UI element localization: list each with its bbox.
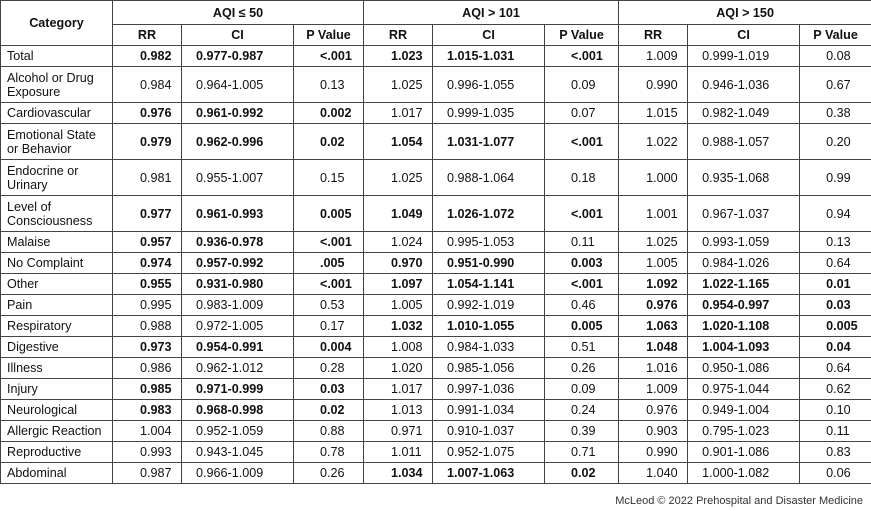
ci-cell: 0.975-1.044 (688, 379, 800, 400)
rr-cell: 1.009 (619, 46, 688, 67)
p-value-cell: <.001 (545, 196, 619, 232)
rr-cell: 0.985 (113, 379, 182, 400)
table-row (1, 160, 871, 196)
table-row (1, 232, 871, 253)
rr-cell: 0.995 (113, 295, 182, 316)
category-cell: Level of Consciousness (1, 196, 113, 232)
p-value-cell: 0.08 (800, 46, 871, 67)
p-value-cell: 0.13 (294, 67, 364, 103)
rr-cell: 1.049 (364, 196, 433, 232)
p-value-cell: 0.10 (800, 400, 871, 421)
ci-cell: 0.993-1.059 (688, 232, 800, 253)
rr-header: RR (364, 25, 433, 46)
p-value-cell: 0.004 (294, 337, 364, 358)
p-value-cell: <.001 (545, 124, 619, 160)
ci-cell: 0.795-1.023 (688, 421, 800, 442)
rr-cell: 0.957 (113, 232, 182, 253)
category-cell: Other (1, 274, 113, 295)
p-value-cell: 0.005 (545, 316, 619, 337)
p-value-cell: 0.78 (294, 442, 364, 463)
rr-cell: 1.020 (364, 358, 433, 379)
rr-cell: 1.022 (619, 124, 688, 160)
ci-cell: 0.972-1.005 (182, 316, 294, 337)
p-value-cell: 0.18 (545, 160, 619, 196)
ci-cell: 0.946-1.036 (688, 67, 800, 103)
rr-cell: 1.024 (364, 232, 433, 253)
category-cell: Abdominal (1, 463, 113, 484)
p-value-cell: 0.15 (294, 160, 364, 196)
rr-cell: 0.988 (113, 316, 182, 337)
table-row (1, 337, 871, 358)
ci-cell: 0.991-1.034 (433, 400, 545, 421)
rr-cell: 0.977 (113, 196, 182, 232)
p-value-cell: .005 (294, 253, 364, 274)
ci-cell: 1.004-1.093 (688, 337, 800, 358)
p-value-cell: 0.09 (545, 379, 619, 400)
p-value-cell: 0.67 (800, 67, 871, 103)
rr-cell: 0.979 (113, 124, 182, 160)
table-body (1, 46, 871, 484)
rr-header: RR (619, 25, 688, 46)
ci-cell: 1.015-1.031 (433, 46, 545, 67)
p-value-cell: 0.005 (800, 316, 871, 337)
p-value-cell: <.001 (294, 232, 364, 253)
ci-header: CI (433, 25, 545, 46)
ci-cell: 0.966-1.009 (182, 463, 294, 484)
rr-cell: 0.983 (113, 400, 182, 421)
rr-cell: 0.971 (364, 421, 433, 442)
rr-cell: 1.004 (113, 421, 182, 442)
ci-cell: 0.936-0.978 (182, 232, 294, 253)
rr-cell: 0.982 (113, 46, 182, 67)
rr-cell: 1.016 (619, 358, 688, 379)
rr-cell: 1.000 (619, 160, 688, 196)
rr-cell: 0.990 (619, 67, 688, 103)
category-cell: Malaise (1, 232, 113, 253)
ci-header: CI (688, 25, 800, 46)
ci-cell: 0.985-1.056 (433, 358, 545, 379)
ci-cell: 0.992-1.019 (433, 295, 545, 316)
rr-cell: 1.048 (619, 337, 688, 358)
ci-cell: 1.022-1.165 (688, 274, 800, 295)
ci-header: CI (182, 25, 294, 46)
p-value-cell: 0.01 (800, 274, 871, 295)
ci-cell: 0.957-0.992 (182, 253, 294, 274)
p-value-cell: 0.11 (545, 232, 619, 253)
ci-cell: 0.955-1.007 (182, 160, 294, 196)
ci-cell: 0.988-1.057 (688, 124, 800, 160)
rr-cell: 1.001 (619, 196, 688, 232)
category-cell: Injury (1, 379, 113, 400)
group-header-aqi-gt-101: AQI > 101 (364, 1, 619, 25)
ci-cell: 0.935-1.068 (688, 160, 800, 196)
group-header-aqi-le-50: AQI ≤ 50 (113, 1, 364, 25)
table-row (1, 67, 871, 103)
ci-cell: 0.982-1.049 (688, 103, 800, 124)
rr-cell: 1.017 (364, 379, 433, 400)
ci-cell: 0.962-1.012 (182, 358, 294, 379)
ci-cell: 0.931-0.980 (182, 274, 294, 295)
p-value-cell: 0.26 (294, 463, 364, 484)
ci-cell: 0.988-1.064 (433, 160, 545, 196)
table-row (1, 316, 871, 337)
ci-cell: 0.968-0.998 (182, 400, 294, 421)
p-value-cell: 0.07 (545, 103, 619, 124)
category-cell: Neurological (1, 400, 113, 421)
ci-cell: 0.951-0.990 (433, 253, 545, 274)
category-cell: Respiratory (1, 316, 113, 337)
category-cell: Endocrine or Urinary (1, 160, 113, 196)
rr-cell: 1.005 (364, 295, 433, 316)
p-value-cell: 0.46 (545, 295, 619, 316)
rr-cell: 0.993 (113, 442, 182, 463)
p-value-cell: 0.13 (800, 232, 871, 253)
table-row (1, 442, 871, 463)
p-value-cell: 0.03 (294, 379, 364, 400)
p-value-cell: 0.24 (545, 400, 619, 421)
p-value-cell: 0.62 (800, 379, 871, 400)
ci-cell: 0.952-1.075 (433, 442, 545, 463)
p-value-cell: 0.20 (800, 124, 871, 160)
table-row (1, 463, 871, 484)
p-value-cell: 0.04 (800, 337, 871, 358)
ci-cell: 0.995-1.053 (433, 232, 545, 253)
p-value-header: P Value (800, 25, 871, 46)
ci-cell: 1.020-1.108 (688, 316, 800, 337)
table-row (1, 103, 871, 124)
ci-cell: 1.026-1.072 (433, 196, 545, 232)
ci-cell: 1.000-1.082 (688, 463, 800, 484)
p-value-cell: 0.64 (800, 253, 871, 274)
rr-cell: 1.040 (619, 463, 688, 484)
rr-cell: 0.976 (619, 400, 688, 421)
rr-cell: 1.034 (364, 463, 433, 484)
p-value-cell: 0.02 (545, 463, 619, 484)
table-row (1, 358, 871, 379)
table-row (1, 421, 871, 442)
category-cell: Allergic Reaction (1, 421, 113, 442)
ci-cell: 0.984-1.033 (433, 337, 545, 358)
rr-cell: 1.008 (364, 337, 433, 358)
ci-cell: 0.961-0.993 (182, 196, 294, 232)
ci-cell: 0.950-1.086 (688, 358, 800, 379)
copyright-footer: McLeod © 2022 Prehospital and Disaster Medicine (615, 495, 863, 507)
ci-cell: 0.999-1.035 (433, 103, 545, 124)
rr-cell: 0.981 (113, 160, 182, 196)
rr-cell: 0.973 (113, 337, 182, 358)
p-value-cell: 0.99 (800, 160, 871, 196)
ci-cell: 0.910-1.037 (433, 421, 545, 442)
ci-cell: 0.983-1.009 (182, 295, 294, 316)
rr-cell: 1.092 (619, 274, 688, 295)
rr-cell: 1.054 (364, 124, 433, 160)
p-value-cell: 0.71 (545, 442, 619, 463)
p-value-header: P Value (545, 25, 619, 46)
table-row (1, 379, 871, 400)
group-header-row (1, 1, 871, 25)
rr-cell: 0.987 (113, 463, 182, 484)
p-value-cell: 0.88 (294, 421, 364, 442)
rr-cell: 1.011 (364, 442, 433, 463)
rr-cell: 0.955 (113, 274, 182, 295)
ci-cell: 0.901-1.086 (688, 442, 800, 463)
rr-header: RR (113, 25, 182, 46)
ci-cell: 0.997-1.036 (433, 379, 545, 400)
p-value-cell: 0.64 (800, 358, 871, 379)
rr-cell: 1.013 (364, 400, 433, 421)
p-value-cell: 0.005 (294, 196, 364, 232)
p-value-cell: 0.09 (545, 67, 619, 103)
p-value-cell: <.001 (545, 274, 619, 295)
ci-cell: 0.971-0.999 (182, 379, 294, 400)
ci-cell: 0.952-1.059 (182, 421, 294, 442)
rr-cell: 0.970 (364, 253, 433, 274)
ci-cell: 0.964-1.005 (182, 67, 294, 103)
table-row (1, 196, 871, 232)
ci-cell: 1.054-1.141 (433, 274, 545, 295)
ci-cell: 0.954-0.991 (182, 337, 294, 358)
rr-cell: 1.032 (364, 316, 433, 337)
rr-cell: 0.903 (619, 421, 688, 442)
category-cell: Reproductive (1, 442, 113, 463)
p-value-cell: 0.003 (545, 253, 619, 274)
rr-cell: 1.097 (364, 274, 433, 295)
p-value-cell: <.001 (545, 46, 619, 67)
p-value-cell: <.001 (294, 274, 364, 295)
rr-cell: 1.009 (619, 379, 688, 400)
ci-cell: 1.031-1.077 (433, 124, 545, 160)
rr-cell: 1.063 (619, 316, 688, 337)
ci-cell: 0.962-0.996 (182, 124, 294, 160)
p-value-cell: 0.02 (294, 400, 364, 421)
rr-cell: 1.025 (619, 232, 688, 253)
category-cell: Pain (1, 295, 113, 316)
ci-cell: 0.977-0.987 (182, 46, 294, 67)
category-header: Category (1, 1, 113, 46)
category-cell: Emotional State or Behavior (1, 124, 113, 160)
category-cell: Illness (1, 358, 113, 379)
table-row (1, 400, 871, 421)
ci-cell: 1.010-1.055 (433, 316, 545, 337)
rr-cell: 0.974 (113, 253, 182, 274)
rr-cell: 1.017 (364, 103, 433, 124)
table-row (1, 295, 871, 316)
p-value-cell: <.001 (294, 46, 364, 67)
p-value-cell: 0.94 (800, 196, 871, 232)
rr-cell: 1.023 (364, 46, 433, 67)
rr-cell: 0.990 (619, 442, 688, 463)
p-value-cell: 0.38 (800, 103, 871, 124)
rr-cell: 1.025 (364, 160, 433, 196)
group-header-aqi-gt-150: AQI > 150 (619, 1, 871, 25)
ci-cell: 0.961-0.992 (182, 103, 294, 124)
p-value-cell: 0.83 (800, 442, 871, 463)
p-value-cell: 0.53 (294, 295, 364, 316)
table-row (1, 274, 871, 295)
p-value-cell: 0.17 (294, 316, 364, 337)
rr-cell: 0.976 (113, 103, 182, 124)
category-cell: Cardiovascular (1, 103, 113, 124)
category-cell: Total (1, 46, 113, 67)
table-row (1, 46, 871, 67)
p-value-cell: 0.03 (800, 295, 871, 316)
category-cell: No Complaint (1, 253, 113, 274)
rr-cell: 1.015 (619, 103, 688, 124)
ci-cell: 0.984-1.026 (688, 253, 800, 274)
ci-cell: 0.949-1.004 (688, 400, 800, 421)
ci-cell: 1.007-1.063 (433, 463, 545, 484)
p-value-cell: 0.51 (545, 337, 619, 358)
rr-cell: 0.986 (113, 358, 182, 379)
p-value-cell: 0.02 (294, 124, 364, 160)
ci-cell: 0.996-1.055 (433, 67, 545, 103)
ci-cell: 0.967-1.037 (688, 196, 800, 232)
table-row (1, 124, 871, 160)
ci-cell: 0.943-1.045 (182, 442, 294, 463)
p-value-cell: 0.06 (800, 463, 871, 484)
sub-header-row (1, 25, 871, 46)
p-value-header: P Value (294, 25, 364, 46)
ci-cell: 0.999-1.019 (688, 46, 800, 67)
category-cell: Digestive (1, 337, 113, 358)
table-row (1, 253, 871, 274)
p-value-cell: 0.28 (294, 358, 364, 379)
ci-cell: 0.954-0.997 (688, 295, 800, 316)
p-value-cell: 0.11 (800, 421, 871, 442)
p-value-cell: 0.39 (545, 421, 619, 442)
rr-cell: 0.984 (113, 67, 182, 103)
rr-cell: 1.025 (364, 67, 433, 103)
category-cell: Alcohol or Drug Exposure (1, 67, 113, 103)
p-value-cell: 0.26 (545, 358, 619, 379)
p-value-cell: 0.002 (294, 103, 364, 124)
rr-cell: 1.005 (619, 253, 688, 274)
rr-cell: 0.976 (619, 295, 688, 316)
